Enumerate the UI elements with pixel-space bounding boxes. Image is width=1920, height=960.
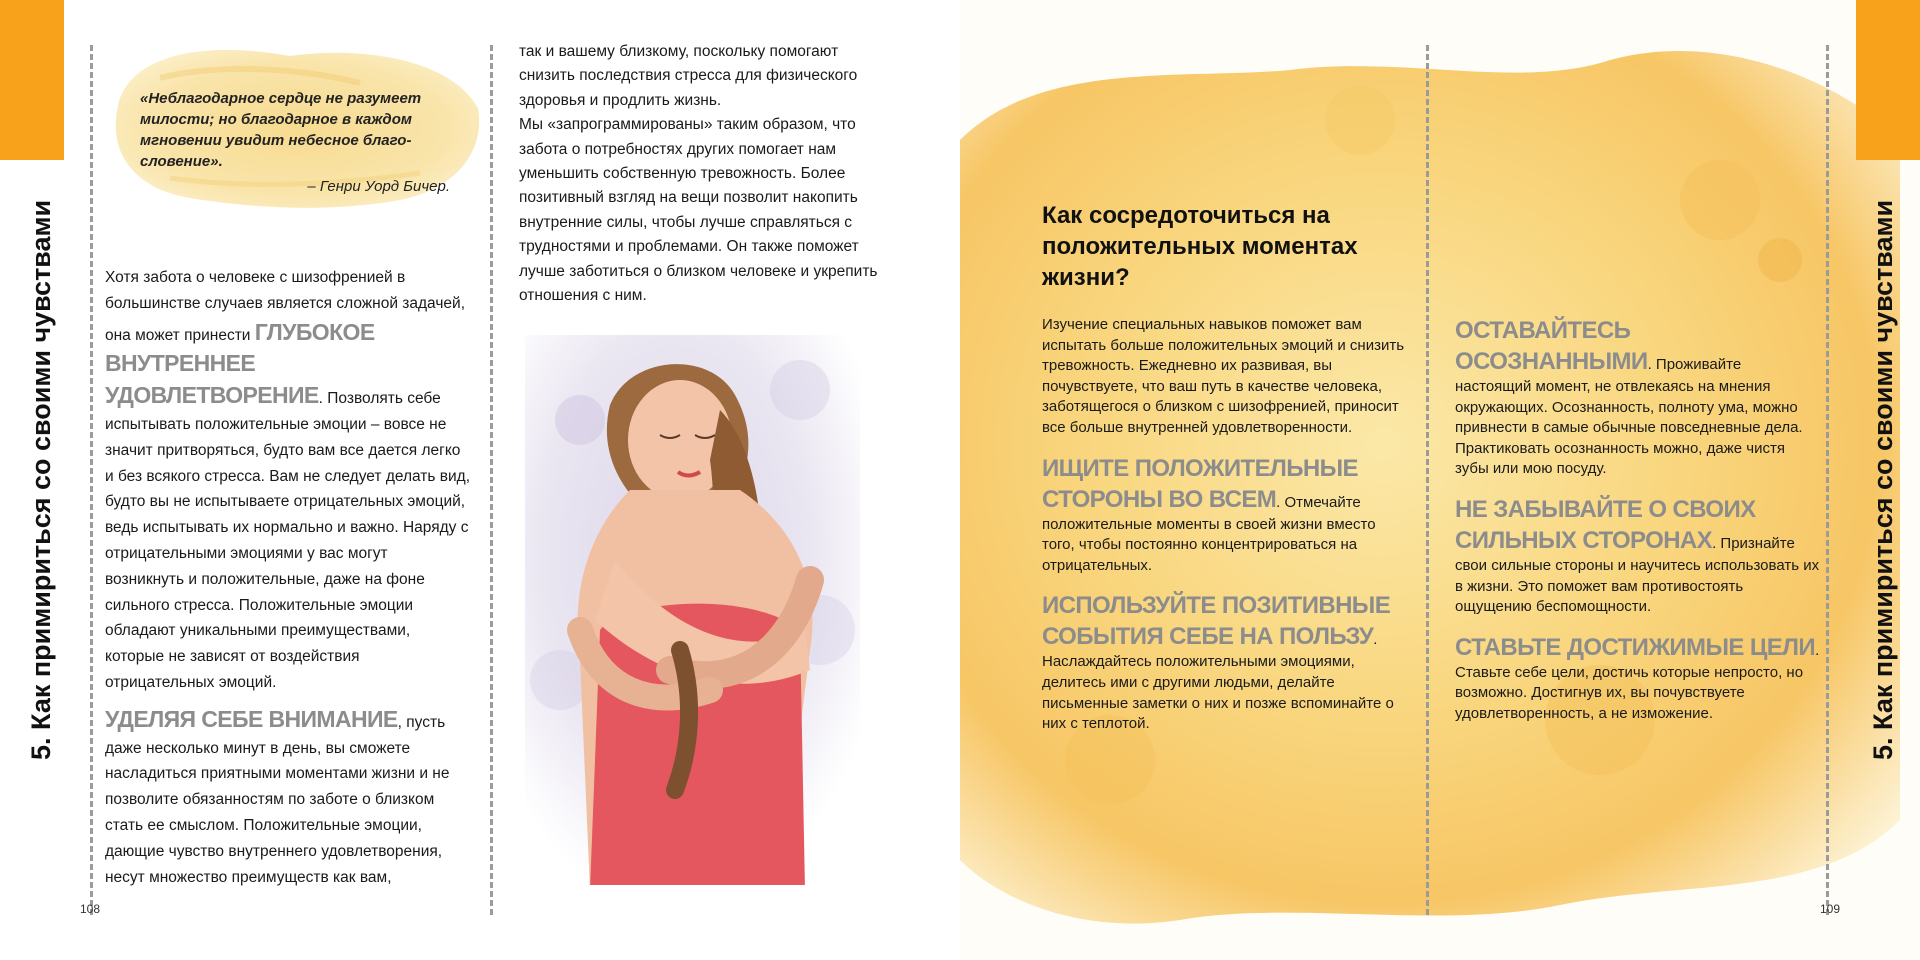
tip-item bbox=[1042, 453, 1407, 577]
tip-item bbox=[1455, 315, 1820, 480]
left-column-2 bbox=[519, 40, 889, 308]
right-column-1 bbox=[1042, 200, 1407, 749]
right-column-2 bbox=[1455, 315, 1820, 739]
intro-text: Хотя забота о человеке с шизофренией в большинстве случаев является сложной задачей, она может принести bbox=[105, 269, 465, 344]
tip-text: . Признайте свои сильные стороны и научитесь использовать их в жизни. Это поможет вам противостоять ощущению беспомощности. bbox=[1455, 534, 1820, 616]
chapter-spine-title-right: 5. Как примириться со своими чувствами bbox=[1868, 199, 1898, 760]
chapter-tab bbox=[0, 0, 64, 160]
tip-title: ОСТАВАЙТЕСЬ ОСОЗНАННЫМИ bbox=[1455, 317, 1648, 375]
attention-text: , пусть даже несколько минут в день, вы сможете насладиться приятными моментами жизни и не позволите обязанностям по заботе о близком стать ее смыслом. Положительные эмоции, дающие чувство внутреннего удовлетворения, несут множество преимуществ как вам, bbox=[105, 713, 450, 886]
section-intro: Изучение специальных навыков поможет вам испытать больше положительных эмоций и снизить тревожность. Ежедневно их развивая, вы почувствуете, что ваш путь в качестве человека, заботящегося о близком с шизофренией, приносит все больше внутренней удовлетворенности. bbox=[1042, 316, 1405, 436]
emphasis-self-attention: УДЕЛЯЯ СЕБЕ ВНИМАНИЕ bbox=[105, 705, 398, 732]
tip-title: ИЩИТЕ ПОЛОЖИТЕЛЬНЫЕ СТОРОНЫ ВО ВСЕМ bbox=[1042, 454, 1358, 513]
col2-paragraph-1: так и вашему близкому, поскольку помогают снизить последствия стресса для физического здоровья и продлить жизнь. bbox=[519, 43, 858, 109]
tip-item bbox=[1455, 632, 1820, 725]
column-divider bbox=[90, 45, 93, 915]
tip-title: СТАВЬТЕ ДОСТИЖИМЫЕ ЦЕЛИ bbox=[1455, 633, 1816, 661]
quote-text: «Неблагодарное сердце не разумеет милости; но благодарное в каждом мгновении увидит небесное благословение». bbox=[140, 90, 422, 170]
column-divider bbox=[1826, 45, 1829, 915]
tip-title: ИСПОЛЬЗУЙТЕ ПОЗИТИВНЫЕ СОБЫТИЯ СЕБЕ НА ПОЛЬЗУ bbox=[1042, 592, 1391, 651]
quote-author: – Генри Уорд Бичер. bbox=[307, 178, 450, 195]
col2-paragraph-2: Мы «запрограммированы» таким образом, что забота о потребностях других помогает нам уменьшить собственную тревожность. Более позитивный взгляд на вещи позволит накопить внутренние силы, чтобы лучше справляться с трудностями и проблемами. Он также поможет лучше заботиться о близком человеке и укрепить отношения с ним. bbox=[519, 116, 878, 305]
column-divider bbox=[1426, 45, 1429, 915]
section-heading: Как сосредоточиться на положительных моментах жизни? bbox=[1042, 202, 1358, 291]
emphasis-deep-satisfaction: ГЛУБОКОЕ ВНУТРЕННЕЕ УДОВЛЕТВОРЕНИЕ bbox=[105, 318, 375, 409]
right-page bbox=[960, 0, 1920, 960]
tip-text: . Отмечайте положительные моменты в своей жизни вместо того, чтобы постоянно концентрироваться на отрицательных. bbox=[1042, 493, 1376, 574]
tip-text: . Ставьте себе цели, достичь которые непросто, но возможно. Достигнув их, вы почувствуете удовлетворенность, а не изможение. bbox=[1455, 641, 1820, 722]
intro-continuation: . Позволять себе испытывать положительные эмоции – вовсе не значит притворяться, будто вам все дается легко и без всякого стресса. Вам не следует делать вид, будто вы не испытываете отрицательных эмоций, ведь испытывать их нормально и важно. Наряду с отрицательными эмоциями у вас могут возникнуть и положительные, даже на фоне сильного стресса. Положительные эмоции обладают уникальными преимуществами, которые не зависят от воздействия отрицательных эмоций. bbox=[105, 390, 471, 691]
page-number-left: 108 bbox=[80, 902, 101, 916]
tip-item bbox=[1042, 590, 1407, 734]
tip-text: . Проживайте настоящий момент, не отвлекаясь на мнения окружающих. Осознанность, полноту ума, можно привнести в самые обычные повседневные дела. Практиковать осознанность можно, даже чистя зубы или мою посуду. bbox=[1455, 356, 1803, 478]
page-number-right: 109 bbox=[1820, 902, 1841, 916]
hugging-woman-illustration bbox=[520, 330, 865, 885]
chapter-tab bbox=[1856, 0, 1920, 160]
tip-title: НЕ ЗАБЫВАЙТЕ О СВОИХ СИЛЬНЫХ СТОРОНАХ bbox=[1455, 495, 1756, 554]
left-column-1 bbox=[105, 265, 470, 890]
tip-text: . Наслаждайтесь положительными эмоциями, делитесь ими с другими людьми, делайте письменные заметки о них и позже вспоминайте о них с теплотой. bbox=[1042, 631, 1394, 733]
chapter-spine-title: 5. Как примириться со своими чувствами bbox=[26, 199, 56, 760]
tip-item bbox=[1455, 494, 1820, 618]
column-divider bbox=[490, 45, 493, 915]
